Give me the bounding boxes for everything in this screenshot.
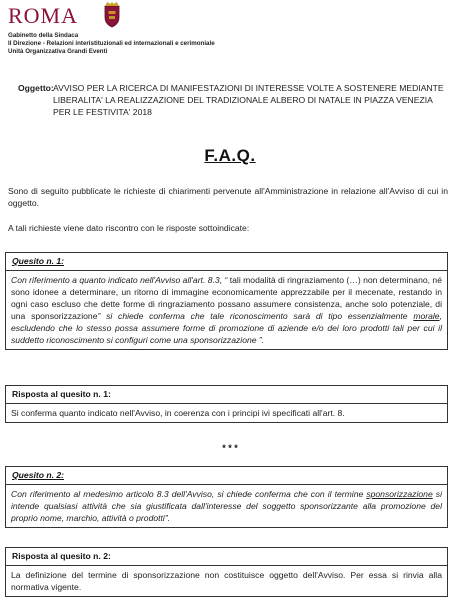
- subject-block: [18, 82, 448, 118]
- intro-paragraph-2: A tali richieste viene dato riscontro con le risposte sottoindicate:: [8, 223, 250, 233]
- subject-text: AVVISO PER LA RICERCA DI MANIFESTAZIONI DI INTERESSE VOLTE A SOSTENERE MEDIANTE LIBERALITA' LA REALIZZAZIONE DEL TRADIZIONALE ALBERO DI NATALE IN PIAZZA VENEZIA PER LE FESTIVITA' 2018: [53, 83, 444, 117]
- answer-2-heading: Risposta al quesito n. 2:: [6, 548, 447, 566]
- q1-text-part-5: ”.: [256, 335, 265, 345]
- q2-text-part-3: ”.: [164, 513, 171, 523]
- answer-1-box: [5, 385, 448, 423]
- q1-text-part-4: , escludendo che lo stesso possa assumere forme di promozione di aziende e/o dei loro prodotti tali per cui il suddetto riconoscimento si configuri come una sponsorizzazione: [11, 311, 442, 345]
- q1-underlined-word: morale: [413, 311, 440, 321]
- answer-1-body: Si conferma quanto indicato nell'Avviso, in coerenza con i principi ivi specificati all'art. 8.: [11, 408, 345, 418]
- office-line-2: II Direzione - Relazioni interistituzionali ed internazionali e cerimoniale: [8, 40, 215, 47]
- question-1-body: [6, 271, 447, 349]
- intro-paragraph-1: Sono di seguito pubblicate le richieste di chiarimenti pervenute all'Amministrazione in relazione all'Avviso di cui in oggetto.: [8, 186, 448, 208]
- answer-2-box: [5, 547, 448, 597]
- office-line-1: Gabinetto della Sindaca: [8, 32, 79, 39]
- roma-emblem-icon: [102, 2, 122, 28]
- q1-text-part-1: Con riferimento a quanto indicato nell'Avviso all'art. 8.3, “: [11, 275, 228, 285]
- question-2-box: [5, 466, 448, 528]
- q2-underlined-word: sponsorizzazione: [366, 489, 433, 499]
- roma-logo: ROMA: [8, 3, 79, 28]
- answer-2-body: La definizione del termine di sponsorizzazione non costituisce oggetto dell'Avviso. Per essa si rinvia alla normativa vigente.: [11, 570, 442, 592]
- answer-1-heading: Risposta al quesito n. 1:: [6, 386, 447, 404]
- q1-text-quote: tali modalità di ringraziamento (…) non determinano, né sono idonee a determinare, un ritorno di immagine economicamente apprezzabile per il mecenate, restando in ogni caso escluso che dette forme di ringraziamento possano assumere consistenza, anche solo potenziale, di una sponsorizzazione: [11, 275, 442, 321]
- question-1-box: [5, 252, 448, 350]
- q1-text-part-3: ” si chiede conferma che tale riconoscimento sarà di tipo essenzialmente: [97, 311, 414, 321]
- office-block: [8, 32, 215, 56]
- question-2-body: [6, 485, 447, 527]
- subject-label: Oggetto:: [18, 83, 54, 93]
- section-separator: * * *: [222, 443, 238, 453]
- q2-text-part-2: si intende qualsiasi attività che sia giustificata dall'interesse del soggetto sponsorizzante alla promozione del proprio nome, marchio, attività o prodotti: [11, 489, 443, 523]
- question-1-heading: Quesito n. 1:: [6, 253, 447, 271]
- question-2-heading: Quesito n. 2:: [6, 467, 447, 485]
- q2-text-part-1: Con riferimento al medesimo articolo 8.3 dell'Avviso, si chiede conferma che con il termine: [11, 489, 367, 499]
- page-title: F.A.Q.: [204, 146, 256, 165]
- office-line-3: Unità Organizzativa Grandi Eventi: [8, 48, 108, 55]
